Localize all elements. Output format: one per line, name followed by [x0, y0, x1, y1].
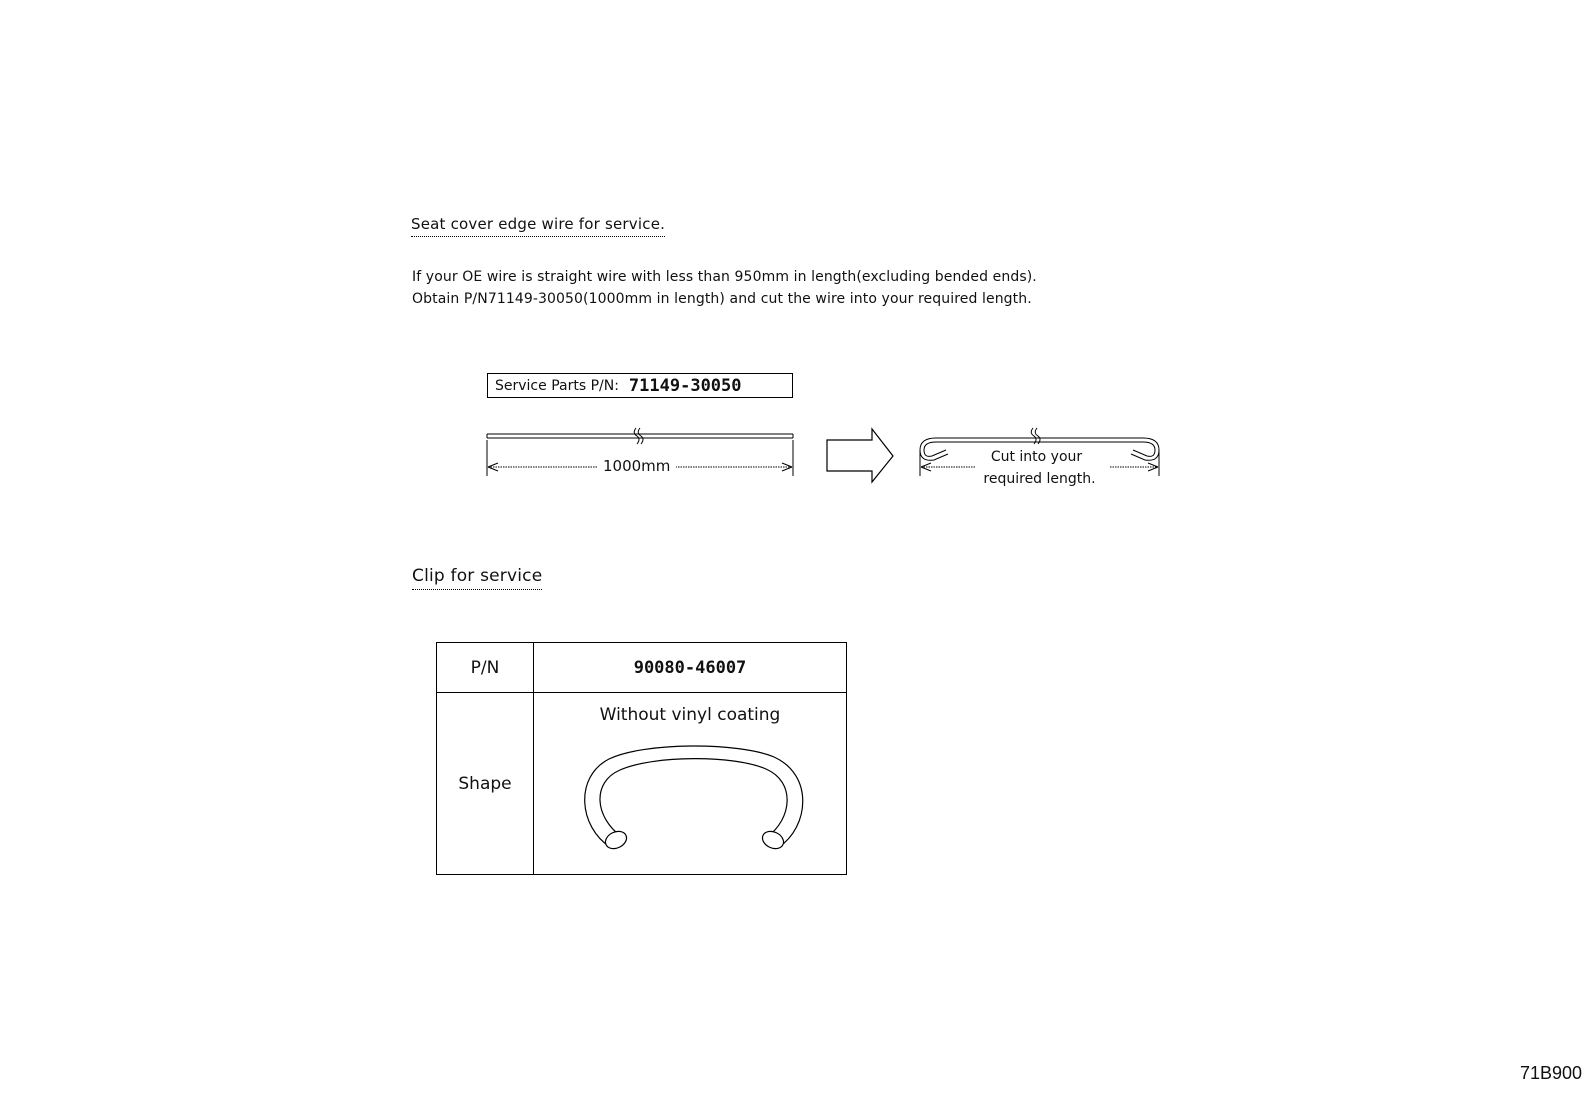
- shape-cell: [534, 693, 847, 875]
- document-code: 71B900: [1520, 1063, 1583, 1083]
- wire-instruction-line1: If your OE wire is straight wire with less than 950mm in length(excluding bended ends).: [412, 269, 1037, 285]
- pn-header-cell: P/N: [437, 643, 534, 693]
- service-parts-label: Service Parts P/N:: [495, 377, 619, 394]
- service-parts-number: 71149-30050: [628, 375, 742, 396]
- wire-section-heading: Seat cover edge wire for service.: [411, 215, 665, 237]
- right-arrow-icon: [827, 429, 893, 482]
- wire-instruction-line2: Obtain P/N71149-30050(1000mm in length) and cut the wire into your required length.: [412, 291, 1032, 307]
- clip-part-number: 90080-46007: [633, 657, 747, 678]
- cut-label-line1: Cut into your: [990, 449, 1083, 465]
- straight-wire: [487, 428, 793, 444]
- shape-note: Without vinyl coating: [599, 705, 781, 725]
- cut-label-line2: required length.: [983, 471, 1096, 487]
- pn-value-cell: [534, 643, 847, 693]
- wire-length-dimension: 1000mm: [597, 457, 676, 475]
- shape-header-cell: Shape: [437, 693, 534, 875]
- clip-table: [436, 642, 847, 875]
- service-parts-box: [487, 373, 793, 398]
- clip-section-heading: Clip for service: [412, 566, 542, 590]
- clip-shape-icon: [574, 737, 814, 867]
